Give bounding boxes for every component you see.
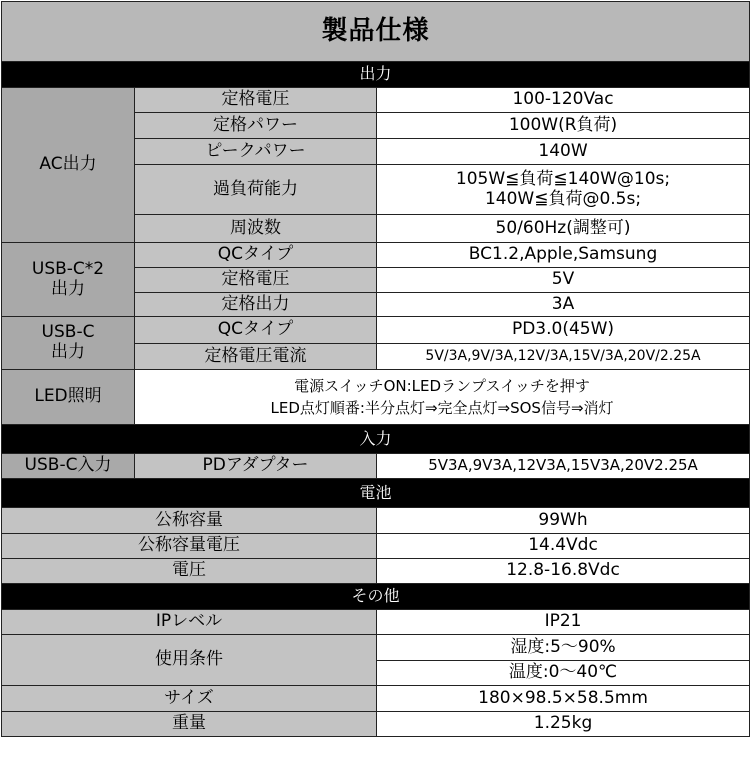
spec-name: 定格出力	[135, 293, 377, 317]
spec-name: 定格電圧	[135, 88, 377, 113]
spec-value: 12.8-16.8Vdc	[377, 559, 750, 584]
humidity-value: 湿度:5〜90%	[377, 635, 750, 661]
usbc-input-label: USB-C入力	[2, 454, 135, 479]
spec-value: PD3.0(45W)	[377, 317, 750, 344]
led-line-2: LED点灯順番:半分点灯⇒完全点灯⇒SOS信号⇒消灯	[270, 399, 614, 417]
spec-value: IP21	[377, 610, 750, 635]
ac-output-label: AC出力	[2, 88, 135, 243]
usbc2-label-line-2: 出力	[51, 278, 85, 299]
section-header-other: その他	[2, 584, 750, 610]
spec-value: BC1.2,Apple,Samsung	[377, 243, 750, 268]
spec-value: 3A	[377, 293, 750, 317]
section-header-output: 出力	[2, 62, 750, 88]
spec-name: 使用条件	[2, 635, 377, 686]
spec-name: PDアダプター	[135, 454, 377, 479]
usbc-label-line-1: USB-C	[41, 322, 95, 343]
page-title: 製品仕様	[2, 2, 750, 62]
spec-name: IPレベル	[2, 610, 377, 635]
section-header-input: 入力	[2, 425, 750, 454]
overload-line-2: 140W≦負荷@0.5s;	[484, 188, 642, 209]
spec-value: 5V/3A,9V/3A,12V/3A,15V/3A,20V/2.25A	[377, 344, 750, 370]
overload-value	[377, 165, 750, 215]
led-line-1: 電源スイッチON:LEDランプスイッチを押す	[294, 376, 590, 395]
spec-value: 5V	[377, 268, 750, 293]
usbc2-output-label	[2, 243, 135, 317]
spec-value: 5V3A,9V3A,12V3A,15V3A,20V2.25A	[377, 454, 750, 479]
usbc-output-label	[2, 317, 135, 370]
spec-value: 100W(R負荷)	[377, 113, 750, 139]
spec-name: ピークパワー	[135, 139, 377, 165]
spec-value: 1.25kg	[377, 712, 750, 737]
spec-name: 定格電圧電流	[135, 344, 377, 370]
usbc-label-line-2: 出力	[51, 342, 85, 362]
spec-name: QCタイプ	[135, 317, 377, 344]
spec-name: 周波数	[135, 215, 377, 243]
spec-value: 50/60Hz(調整可)	[377, 215, 750, 243]
spec-name: サイズ	[2, 686, 377, 712]
spec-name: 電圧	[2, 559, 377, 584]
spec-value: 140W	[377, 139, 750, 165]
spec-name: 重量	[2, 712, 377, 737]
spec-value: 100-120Vac	[377, 88, 750, 113]
spec-name: 過負荷能力	[135, 165, 377, 215]
spec-name: 定格電圧	[135, 268, 377, 293]
spec-name: 公称容量電圧	[2, 534, 377, 559]
section-header-battery: 電池	[2, 479, 750, 508]
overload-line-1: 105W≦負荷≦140W@10s;	[455, 168, 671, 189]
usbc2-label-line-1: USB-C*2	[31, 258, 105, 279]
spec-name: 公称容量	[2, 508, 377, 534]
spec-name: QCタイプ	[135, 243, 377, 268]
led-label: LED照明	[2, 370, 135, 425]
spec-value: 180×98.5×58.5mm	[377, 686, 750, 712]
spec-value: 99Wh	[377, 508, 750, 534]
spec-table	[1, 1, 750, 737]
temperature-value: 温度:0〜40℃	[377, 661, 750, 686]
spec-name: 定格パワー	[135, 113, 377, 139]
led-description	[135, 370, 750, 425]
spec-value: 14.4Vdc	[377, 534, 750, 559]
